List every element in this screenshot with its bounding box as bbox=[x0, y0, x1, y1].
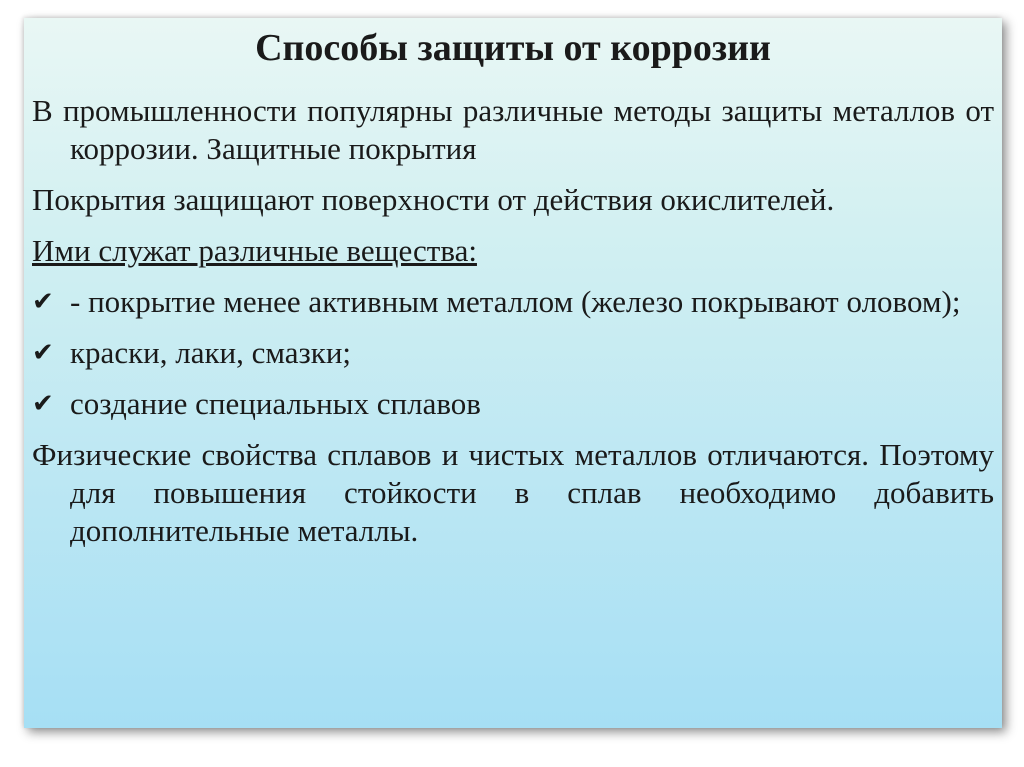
checkmark-icon: ✔ bbox=[32, 287, 54, 317]
list-item bbox=[32, 283, 994, 321]
slide-title: Способы защиты от коррозии bbox=[255, 27, 771, 69]
slide-body bbox=[32, 92, 994, 563]
paragraph-methods: В промышленности популярны различные методы защиты металлов от коррозии. Защитные покрытия bbox=[32, 93, 994, 166]
list-item bbox=[32, 334, 994, 372]
checkmark-icon: ✔ bbox=[32, 338, 54, 368]
paragraph-alloys: Физические свойства сплавов и чистых металлов отличаются. Поэтому для повышения стойкости в сплав необходимо добавить дополнительные металлы. bbox=[32, 437, 994, 548]
paragraph-substances-heading: Ими служат различные вещества: bbox=[32, 233, 477, 268]
list-item-text: создание специальных сплавов bbox=[70, 386, 481, 421]
list-item-text: - покрытие менее активным металлом (железо покрывают оловом); bbox=[70, 284, 961, 319]
paragraph-coatings: Покрытия защищают поверхности от действия окислителей. bbox=[32, 182, 835, 217]
list-item bbox=[32, 385, 994, 423]
list-item-text: краски, лаки, смазки; bbox=[70, 335, 352, 370]
checkmark-icon: ✔ bbox=[32, 389, 54, 419]
